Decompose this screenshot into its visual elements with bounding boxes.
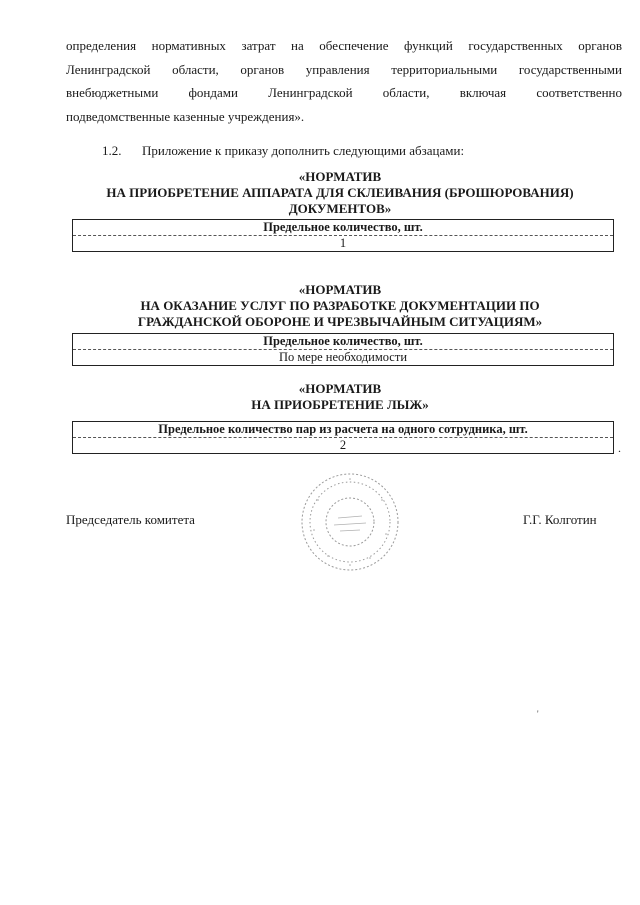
- norm-3-table: [72, 421, 614, 454]
- norm-3-value: 2: [73, 438, 614, 454]
- norm-2-table: [72, 333, 614, 366]
- norm-3-heading-line-2: НА ПРИОБРЕТЕНИЕ ЛЫЖ»: [251, 397, 429, 412]
- intro-line-4: подведомственные казенные учреждения».: [66, 108, 305, 124]
- scan-speck: ': [537, 709, 539, 719]
- norm-1-heading-line-3: ДОКУМЕНТОВ»: [288, 201, 392, 216]
- norm-1-heading: [60, 169, 620, 217]
- norm-2-column-header: Предельное количество, шт.: [73, 334, 614, 350]
- item-number: 1.2.: [102, 143, 122, 158]
- intro-line-1: определения нормативных затрат на обеспечение функций государственных органов: [66, 38, 622, 53]
- norm-2-heading-line-1: «НОРМАТИВ: [298, 282, 382, 297]
- intro-line-2: Ленинградской области, органов управления территориальными государственными: [66, 61, 622, 77]
- norm-3-heading-line-1: «НОРМАТИВ: [298, 381, 382, 396]
- norm-1-column-header: Предельное количество, шт.: [73, 220, 614, 236]
- norm-3-heading: [60, 381, 620, 413]
- intro-line-3: внебюджетными фондами Ленинградской области, включая соответственно: [66, 85, 622, 100]
- round-seal-icon: [298, 470, 402, 574]
- signature-name: Г.Г. Колготин: [523, 512, 597, 527]
- signature-position: Председатель комитета: [66, 512, 195, 527]
- item-text: Приложение к приказу дополнить следующими абзацами:: [142, 143, 465, 158]
- norm-3-trailing-dot: .: [618, 441, 621, 455]
- norm-2-heading-line-3: ГРАЖДАНСКОЙ ОБОРОНЕ И ЧРЕЗВЫЧАЙНЫМ СИТУАЦИЯМ»: [137, 314, 543, 329]
- norm-2-value: По мере необходимости: [73, 350, 614, 366]
- norm-1-heading-line-2: НА ПРИОБРЕТЕНИЕ АППАРАТА ДЛЯ СКЛЕИВАНИЯ (БРОШЮРОВАНИЯ): [106, 185, 574, 200]
- norm-2-heading: [60, 282, 620, 330]
- norm-1-value: 1: [73, 236, 614, 252]
- norm-1-heading-line-1: «НОРМАТИВ: [298, 169, 382, 184]
- norm-2-heading-line-2: НА ОКАЗАНИЕ УСЛУГ ПО РАЗРАБОТКЕ ДОКУМЕНТАЦИИ ПО: [140, 298, 540, 313]
- norm-1-table: [72, 219, 614, 252]
- item-1-2: [102, 142, 464, 160]
- intro-paragraph: [66, 34, 622, 128]
- norm-3-column-header: Предельное количество пар из расчета на одного сотрудника, шт.: [73, 422, 614, 438]
